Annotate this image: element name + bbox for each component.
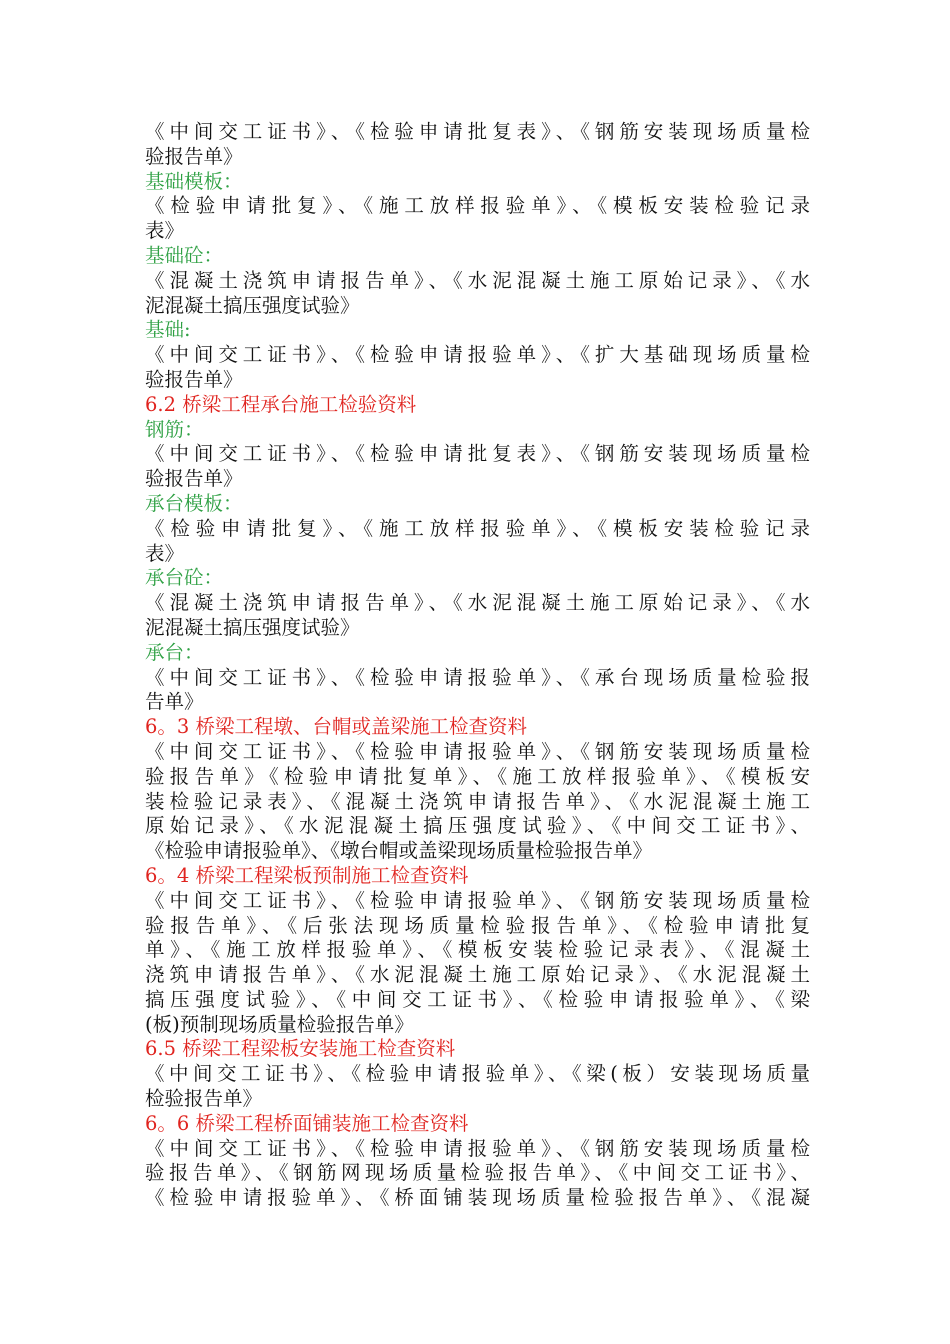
body-text-line: 《中间交工证书》、《检验申请报验单》、《钢筋安装现场质量检 [145, 888, 810, 912]
body-text-line: (板)预制现场质量检验报告单》 [145, 1012, 414, 1036]
body-text-line: 表》 [145, 219, 185, 243]
subheading-label: 钢筋： [145, 417, 204, 441]
body-text-line: 《检验申请批复》、《施工放样报验单》、《模板安装检验记录 [145, 516, 810, 540]
body-text-line: 搞压强度试验》、《中间交工证书》、《检验申请报验单》、《梁 [145, 987, 810, 1011]
body-text-line: 《中间交工证书》、《检验申请报验单》、《承台现场质量检验报 [145, 665, 810, 689]
document-page [145, 120, 810, 1211]
body-text-line: 浇筑申请报告单》、《水泥混凝土施工原始记录》、《水泥混凝土 [145, 963, 810, 987]
subheading-label: 承台： [145, 640, 204, 664]
body-text-line: 验报告单》 [145, 467, 243, 491]
section-heading: 6.2 桥梁工程承台施工检验资料 [145, 392, 417, 416]
body-text-line: 原始记录》、《水泥混凝土搞压强度试验》、《中间交工证书》、 [145, 814, 810, 838]
body-text-line: 《中间交工证书》、《检验申请报验单》、《扩大基础现场质量检 [145, 343, 810, 367]
body-text-line: 验报告单》、《钢筋网现场质量检验报告单》、《中间交工证书》、 [145, 1161, 810, 1185]
body-text-line: 《检验申请报验单》、《桥面铺装现场质量检验报告单》、《混凝 [145, 1186, 810, 1210]
body-text-line: 《检验申请批复》、《施工放样报验单》、《模板安装检验记录 [145, 194, 810, 218]
body-text-line: 验报告单》 [145, 144, 243, 168]
body-text-line: 《中间交工证书》、《检验申请批复表》、《钢筋安装现场质量检 [145, 120, 810, 143]
body-text-line: 验报告单》、《后张法现场质量检验报告单》、《检验申请批复 [145, 913, 810, 937]
body-text-line: 检验报告单》 [145, 1087, 263, 1111]
section-heading: 6。6 桥梁工程桥面铺装施工检查资料 [145, 1111, 469, 1135]
body-text-line: 《中间交工证书》、《检验申请批复表》、《钢筋安装现场质量检 [145, 442, 810, 466]
body-text-line: 装检验记录表》、《混凝土浇筑申请报告单》、《水泥混凝土施工 [145, 789, 810, 813]
subheading-label: 承台砼： [145, 566, 224, 590]
body-text-line: 《检验申请报验单》、《墩台帽或盖梁现场质量检验报告单》 [145, 839, 653, 863]
body-text-line: 《混凝土浇筑申请报告单》、《水泥混凝土施工原始记录》、《水 [145, 591, 810, 615]
section-heading: 6。4 桥梁工程梁板预制施工检查资料 [145, 863, 469, 887]
body-text-line: 验报告单》 [145, 367, 243, 391]
body-text-line: 《中间交工证书》、《检验申请报验单》、《梁(板）安装现场质量 [145, 1062, 810, 1086]
body-text-line: 《混凝土浇筑申请报告单》、《水泥混凝土施工原始记录》、《水 [145, 268, 810, 292]
body-text-line: 《中间交工证书》、《检验申请报验单》、《钢筋安装现场质量检 [145, 1136, 810, 1160]
body-text-line: 泥混凝土搞压强度试验》 [145, 615, 360, 639]
section-heading: 6.5 桥梁工程梁板安装施工检查资料 [145, 1037, 456, 1061]
section-heading: 6。3 桥梁工程墩、台帽或盖梁施工检查资料 [145, 715, 528, 739]
body-text-line: 单》、《施工放样报验单》、《模板安装检验记录表》、《混凝土 [145, 938, 810, 962]
body-text-line: 泥混凝土搞压强度试验》 [145, 293, 360, 317]
body-text-line: 《中间交工证书》、《检验申请报验单》、《钢筋安装现场质量检 [145, 739, 810, 763]
body-text-line: 告单》 [145, 690, 204, 714]
subheading-label: 基础: [145, 318, 191, 342]
subheading-label: 基础模板： [145, 169, 243, 193]
subheading-label: 基础砼： [145, 243, 224, 267]
body-text-line: 表》 [145, 541, 185, 565]
subheading-label: 承台模板： [145, 491, 243, 515]
body-text-line: 验报告单》《检验申请批复单》、《施工放样报验单》、《模板安 [145, 764, 810, 788]
